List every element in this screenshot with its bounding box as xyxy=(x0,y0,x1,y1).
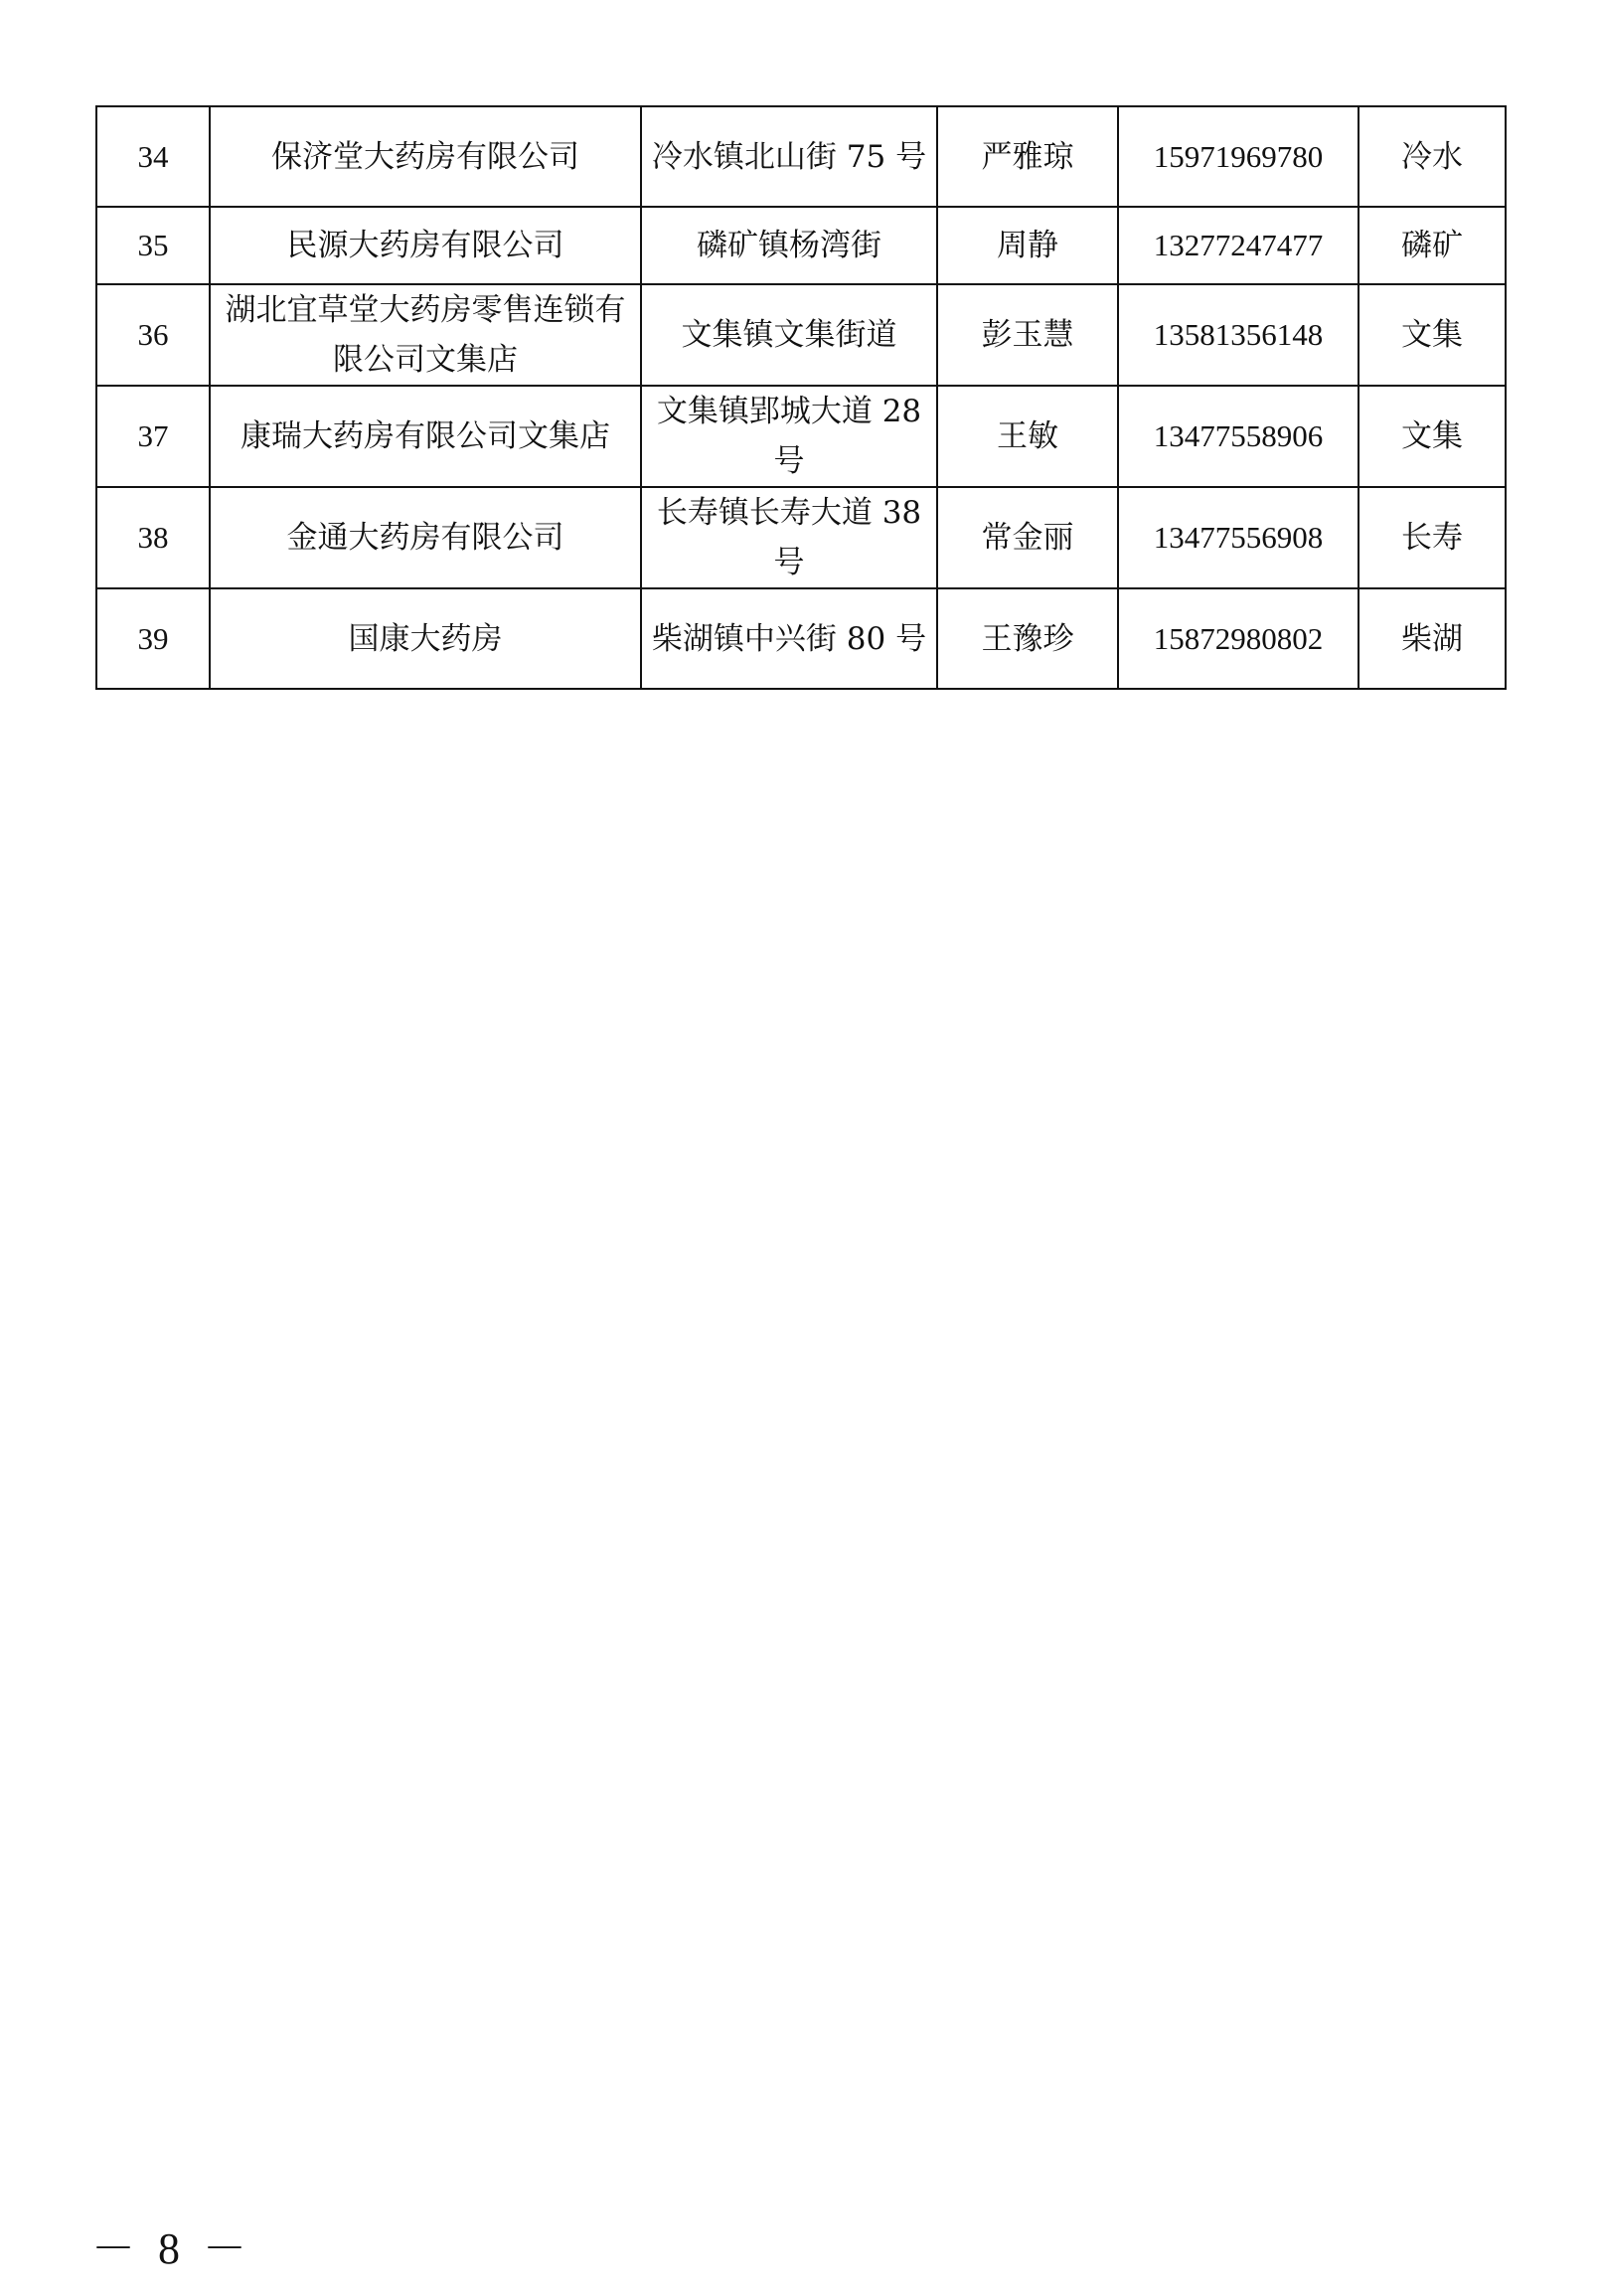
cell-no: 34 xyxy=(96,106,210,207)
cell-phone: 15872980802 xyxy=(1118,588,1359,689)
cell-contact: 彭玉慧 xyxy=(937,284,1118,386)
table-row xyxy=(96,284,1506,386)
cell-phone: 13581356148 xyxy=(1118,284,1359,386)
pharmacy-table xyxy=(95,105,1507,690)
cell-phone: 13277247477 xyxy=(1118,207,1359,284)
cell-phone: 15971969780 xyxy=(1118,106,1359,207)
cell-no: 39 xyxy=(96,588,210,689)
cell-address: 柴湖镇中兴街 80 号 xyxy=(641,588,937,689)
table-row xyxy=(96,386,1506,487)
cell-town: 冷水 xyxy=(1359,106,1506,207)
cell-contact: 王豫珍 xyxy=(937,588,1118,689)
table-row xyxy=(96,106,1506,207)
cell-name: 湖北宜草堂大药房零售连锁有限公司文集店 xyxy=(210,284,641,386)
cell-name: 国康大药房 xyxy=(210,588,641,689)
cell-address: 冷水镇北山街 75 号 xyxy=(641,106,937,207)
cell-town: 柴湖 xyxy=(1359,588,1506,689)
cell-no: 38 xyxy=(96,487,210,588)
cell-name: 保济堂大药房有限公司 xyxy=(210,106,641,207)
cell-no: 35 xyxy=(96,207,210,284)
cell-no: 36 xyxy=(96,284,210,386)
cell-address: 文集镇文集街道 xyxy=(641,284,937,386)
cell-address: 文集镇郢城大道 28 号 xyxy=(641,386,937,487)
cell-contact: 王敏 xyxy=(937,386,1118,487)
cell-address: 磷矿镇杨湾街 xyxy=(641,207,937,284)
cell-contact: 常金丽 xyxy=(937,487,1118,588)
cell-name: 康瑞大药房有限公司文集店 xyxy=(210,386,641,487)
table-row xyxy=(96,588,1506,689)
cell-town: 磷矿 xyxy=(1359,207,1506,284)
cell-contact: 严雅琼 xyxy=(937,106,1118,207)
cell-contact: 周静 xyxy=(937,207,1118,284)
cell-town: 文集 xyxy=(1359,284,1506,386)
cell-phone: 13477556908 xyxy=(1118,487,1359,588)
page-number: － 8 － xyxy=(91,2224,252,2273)
cell-phone: 13477558906 xyxy=(1118,386,1359,487)
cell-name: 民源大药房有限公司 xyxy=(210,207,641,284)
cell-name: 金通大药房有限公司 xyxy=(210,487,641,588)
table-row xyxy=(96,487,1506,588)
table-row xyxy=(96,207,1506,284)
cell-town: 长寿 xyxy=(1359,487,1506,588)
cell-town: 文集 xyxy=(1359,386,1506,487)
cell-no: 37 xyxy=(96,386,210,487)
cell-address: 长寿镇长寿大道 38 号 xyxy=(641,487,937,588)
